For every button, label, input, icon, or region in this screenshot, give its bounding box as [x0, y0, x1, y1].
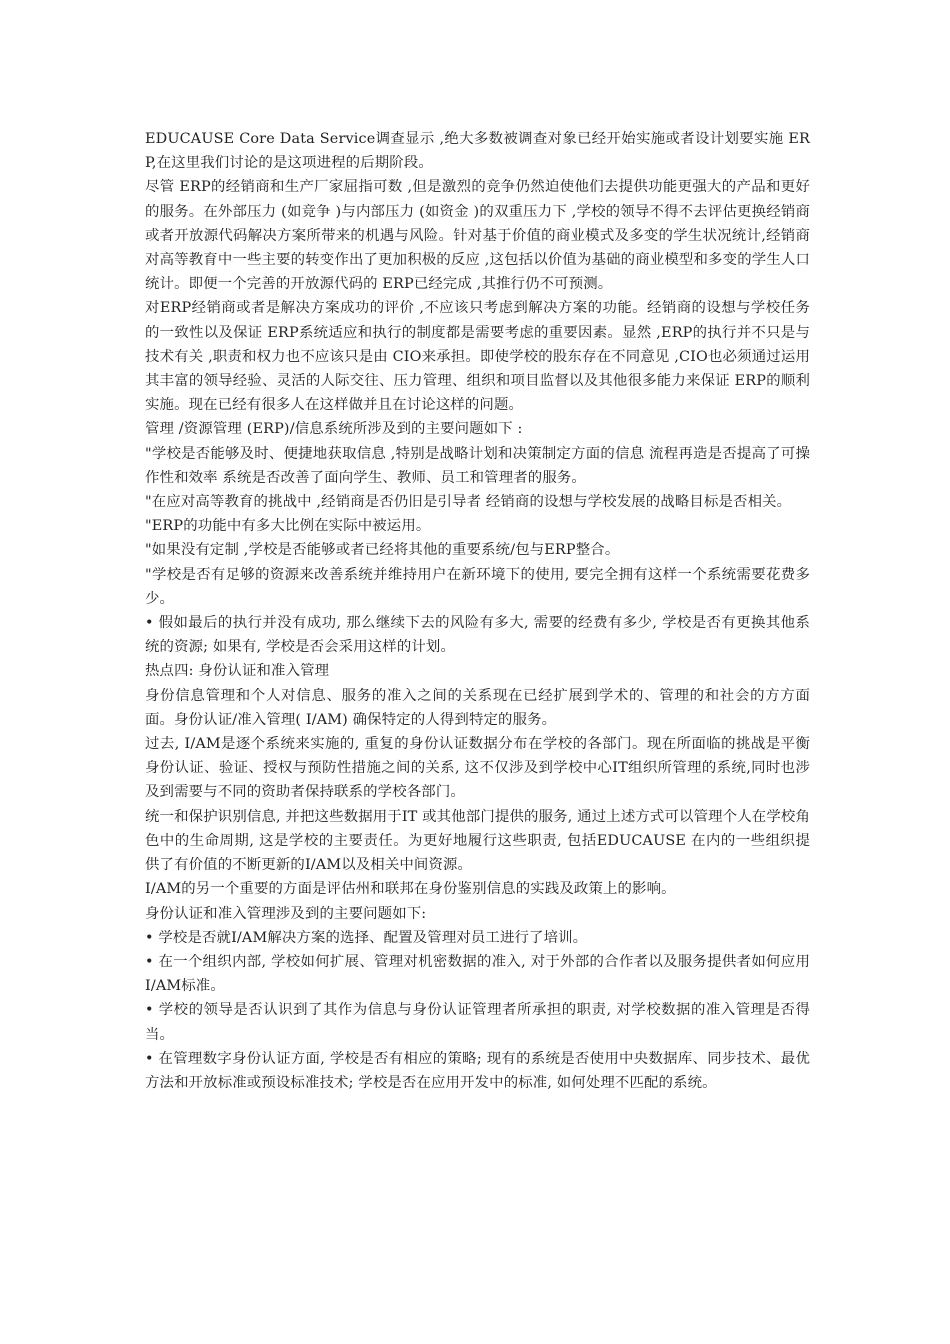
section-heading: 热点四: 身份认证和准入管理	[145, 663, 330, 680]
list-item: "在应对高等教育的挑战中 ,经销商是否仍旧是引导者 经销商的设想与学校发展的战略目标是否相关。	[145, 494, 792, 511]
list-item: "学校是否有足够的资源来改善系统并维持用户在新环境下的使用, 要完全拥有这样一个系统需要花费多少。	[145, 566, 810, 607]
list-item: • 学校是否就I/AM解决方案的选择、配置及管理对员工进行了培训。	[145, 929, 588, 946]
list-item: • 在一个组织内部, 学校如何扩展、管理对机密数据的准入, 对于外部的合作者以及服务提供者如何应用I/AM标准。	[145, 953, 810, 995]
list-item: "学校是否能够及时、便捷地获取信息 ,特别是战略计划和决策制定方面的信息 流程再造是否提高了可操作性和效率 系统是否改善了面向学生、教师、员工和管理者的服务。	[145, 445, 810, 486]
list-item: • 学校的领导是否认识到了其作为信息与身份认证管理者所承担的职责, 对学校数据的准入管理是否得当。	[145, 1002, 810, 1043]
list-heading: 管理 /资源管理 (ERP)/信息系统所涉及到的主要问题如下 :	[145, 421, 523, 438]
paragraph: 身份信息管理和个人对信息、服务的准入之间的关系现在已经扩展到学术的、管理的和社会的方方面面。身份认证/准入管理( I/AM) 确保特定的人得到特定的服务。	[145, 687, 810, 728]
paragraph: 对ERP经销商或者是解决方案成功的评价 ,不应该只考虑到解决方案的功能。经销商的设想与学校任务的一致性以及保证 ERP系统适应和执行的制度都是需要考虑的重要因素。显然 ,ERP的执行并不只是与技术有关 ,职责和权力也不应该只是由 CIO来承担。即使学校的股东存在不同意见 ,CIO也必须通过运用其丰富的领导经验、灵活的人际交往、压力管理、组织和项目监督以及其他很多能力来保证 ERP的顺利实施。现在已经有很多人在这样做并且在讨论这样的问题。	[145, 300, 810, 414]
list-item: "如果没有定制 ,学校是否能够或者已经将其他的重要系统/包与ERP整合。	[145, 542, 620, 559]
list-item: "ERP的功能中有多大比例在实际中被运用。	[145, 518, 431, 535]
paragraph: 尽管 ERP的经销商和生产厂家屈指可数 ,但是激烈的竞争仍然迫使他们去提供功能更强大的产品和更好的服务。在外部压力 (如竞争 )与内部压力 (如资金 )的双重压力下 ,学校的领导不得不去评估更换经销商或者开放源代码解决方案所带来的机遇与风险。针对基于价值的商业模式及多变的学生状况统计,经销商对高等教育中一些主要的转变作出了更加积极的反应 ,这包括以价值为基础的商业模型和多变的学生人口统计。即便一个完善的开放源代码的 ERP已经完成 ,其推行仍不可预测。	[145, 179, 810, 293]
paragraph: I/AM的另一个重要的方面是评估州和联邦在身份鉴别信息的实践及政策上的影响。	[145, 881, 676, 898]
paragraph: 过去, I/AM是逐个系统来实施的, 重复的身份认证数据分布在学校的各部门。现在所面临的挑战是平衡身份认证、验证、授权与预防性措施之间的关系, 这不仅涉及到学校中心IT组织所管理的系统,同时也涉及到需要与不同的资助者保持联系的学校各部门。	[145, 736, 810, 801]
list-item: • 假如最后的执行并没有成功, 那么继续下去的风险有多大, 需要的经费有多少, 学校是否有更换其他系统的资源; 如果有, 学校是否会采用这样的计划。	[145, 615, 810, 656]
paragraph: 统一和保护识别信息, 并把这些数据用于IT 或其他部门提供的服务, 通过上述方式可以管理个人在学校角色中的生命周期, 这是学校的主要责任。为更好地履行这些职责, 包括EDUCAUSE 在内的一些组织提供了有价值的不断更新的I/AM以及相关中间资源。	[145, 808, 810, 874]
paragraph: EDUCAUSE Core Data Service调查显示 ,绝大多数被调查对象已经开始实施或者设计划要实施 ERP,在这里我们讨论的是这项进程的后期阶段。	[145, 131, 810, 172]
list-heading: 身份认证和准入管理涉及到的主要问题如下:	[145, 905, 427, 922]
document-body	[145, 127, 810, 1095]
list-item: • 在管理数字身份认证方面, 学校是否有相应的策略; 现有的系统是否使用中央数据库、同步技术、最优方法和开放标准或预设标准技术; 学校是否在应用开发中的标准, 如何处理不匹配的系统。	[145, 1050, 810, 1091]
